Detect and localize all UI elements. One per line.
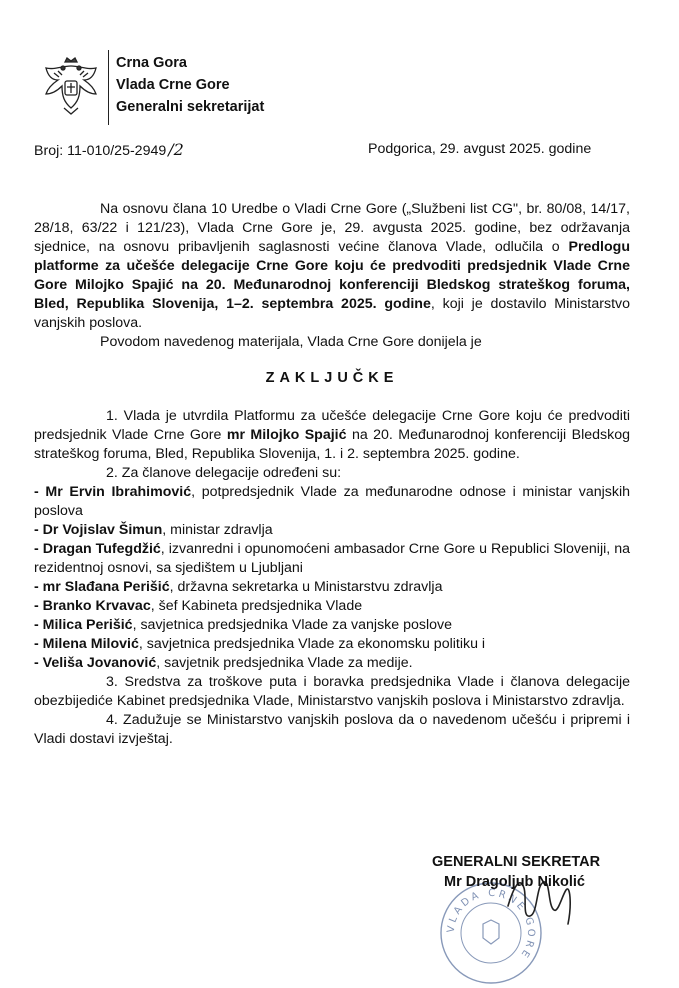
list-item bbox=[34, 540, 630, 578]
member-name: - Dragan Tufegdžić bbox=[34, 541, 161, 557]
signatory-name: Mr Dragoljub Nikolić bbox=[444, 874, 585, 890]
delegation-list bbox=[34, 483, 630, 673]
member-name: - Branko Krvavac bbox=[34, 598, 151, 614]
item-2-intro: 2. Za članove delegacije određeni su: bbox=[106, 465, 342, 481]
member-name: - Veliša Jovanović bbox=[34, 655, 157, 671]
country-name: Crna Gora bbox=[116, 55, 187, 71]
stamp-text: VLADA CRNE GORE bbox=[445, 887, 537, 962]
member-role: , državna sekretarka u Ministarstvu zdravlja bbox=[169, 579, 443, 595]
document-body bbox=[34, 200, 630, 749]
item-1-text-2: na 20. Međunarodnoj konferenciji Bledskog strateškog foruma, Bled, Republika Slovenija, 1. i 2. septembra 2025. godine. bbox=[34, 427, 630, 462]
document-date: Podgorica, 29. avgust 2025. godine bbox=[368, 141, 592, 157]
list-item bbox=[34, 578, 630, 597]
member-name: - Milena Milović bbox=[34, 636, 139, 652]
government-name: Vlada Crne Gore bbox=[116, 77, 230, 93]
occasion-paragraph: Povodom navedenog materijala, Vlada Crne Gore donijela je bbox=[100, 334, 482, 350]
list-item bbox=[34, 521, 630, 540]
reference-label: Broj: 11-010/25-2949 bbox=[34, 143, 167, 159]
intro-subject: Predlogu platforme za učešće delegacije Crne Gore koju će predvoditi predsjednik Vlade Crne Gore Milojko Spajić na 20. Međunarodnoj konferenciji Bledskog strateškog foruma, Bled, Republika Slovenija, 1–2. septembra 2025. godine bbox=[34, 239, 630, 312]
member-role: , izvanredni i opunomoćeni ambasador Crne Gore u Republici Sloveniji, na rezidentnoj osnovi, sa sjedištem u Ljubljani bbox=[34, 541, 630, 576]
header-divider bbox=[108, 50, 109, 125]
member-role: , potpredsjednik Vlade za međunarodne odnose i ministar vanjskih poslova bbox=[34, 484, 631, 519]
conclusions-heading: ZAKLJUČKE bbox=[265, 370, 399, 386]
coat-of-arms-icon bbox=[40, 56, 102, 118]
member-role: , ministar zdravlja bbox=[162, 522, 273, 538]
item-3: 3. Sredstva za troškove puta i boravka predsjednika Vlade i članova delegacije obezbijediće Kabinet predsjednika Vlade, Ministarstvo vanjskih poslova i Ministarstvo zdravlja. bbox=[34, 674, 630, 709]
office-name: Generalni sekretarijat bbox=[116, 99, 265, 115]
item-1 bbox=[34, 407, 630, 464]
reference-number bbox=[34, 140, 184, 161]
intro-text-1: Na osnovu člana 10 Uredbe o Vladi Crne Gore („Službeni list CG", br. 80/08, 14/17, 28/18, 63/22 i 121/23), Vlada Crne Gore je, 29. avgusta 2025. godine, bez održavanja sjednice, na osnovu pribavljenih saglasnosti većine članova Vlade, odlučila o bbox=[34, 201, 630, 255]
handwritten-suffix: /2 bbox=[168, 140, 184, 159]
intro-text-2: , koji je dostavilo Ministarstvo vanjskih poslova. bbox=[34, 296, 630, 331]
list-item bbox=[34, 597, 630, 616]
member-name: - Milica Perišić bbox=[34, 617, 133, 633]
list-item bbox=[34, 483, 630, 521]
intro-paragraph bbox=[34, 200, 630, 333]
signatory-title: GENERALNI SEKRETAR bbox=[432, 854, 601, 870]
member-role: , savjetnica predsjednika Vlade za vanjske poslove bbox=[132, 617, 452, 633]
member-role: , šef Kabineta predsjednika Vlade bbox=[150, 598, 363, 614]
member-name: - mr Slađana Perišić bbox=[34, 579, 170, 595]
member-name: - Mr Ervin Ibrahimović bbox=[34, 484, 192, 500]
member-role: , savjetnica predsjednika Vlade za ekonomsku politiku i bbox=[138, 636, 486, 652]
item-1-text-1: 1. Vlada je utvrdila Platformu za učešće delegacije Crne Gore koju će predvoditi predsjednik Vlade Crne Gore bbox=[34, 408, 630, 443]
letterhead bbox=[116, 52, 264, 118]
member-name: - Dr Vojislav Šimun bbox=[34, 522, 163, 538]
item-1-prime-minister: mr Milojko Spajić bbox=[226, 427, 347, 443]
list-item bbox=[34, 635, 630, 654]
member-role: , savjetnik predsjednika Vlade za medije. bbox=[156, 655, 413, 671]
signature-block bbox=[432, 852, 600, 892]
list-item bbox=[34, 654, 630, 673]
item-4: 4. Zadužuje se Ministarstvo vanjskih poslova da o navedenom učešću i pripremi i Vladi dostavi izvještaj. bbox=[34, 712, 630, 747]
list-item bbox=[34, 616, 630, 635]
